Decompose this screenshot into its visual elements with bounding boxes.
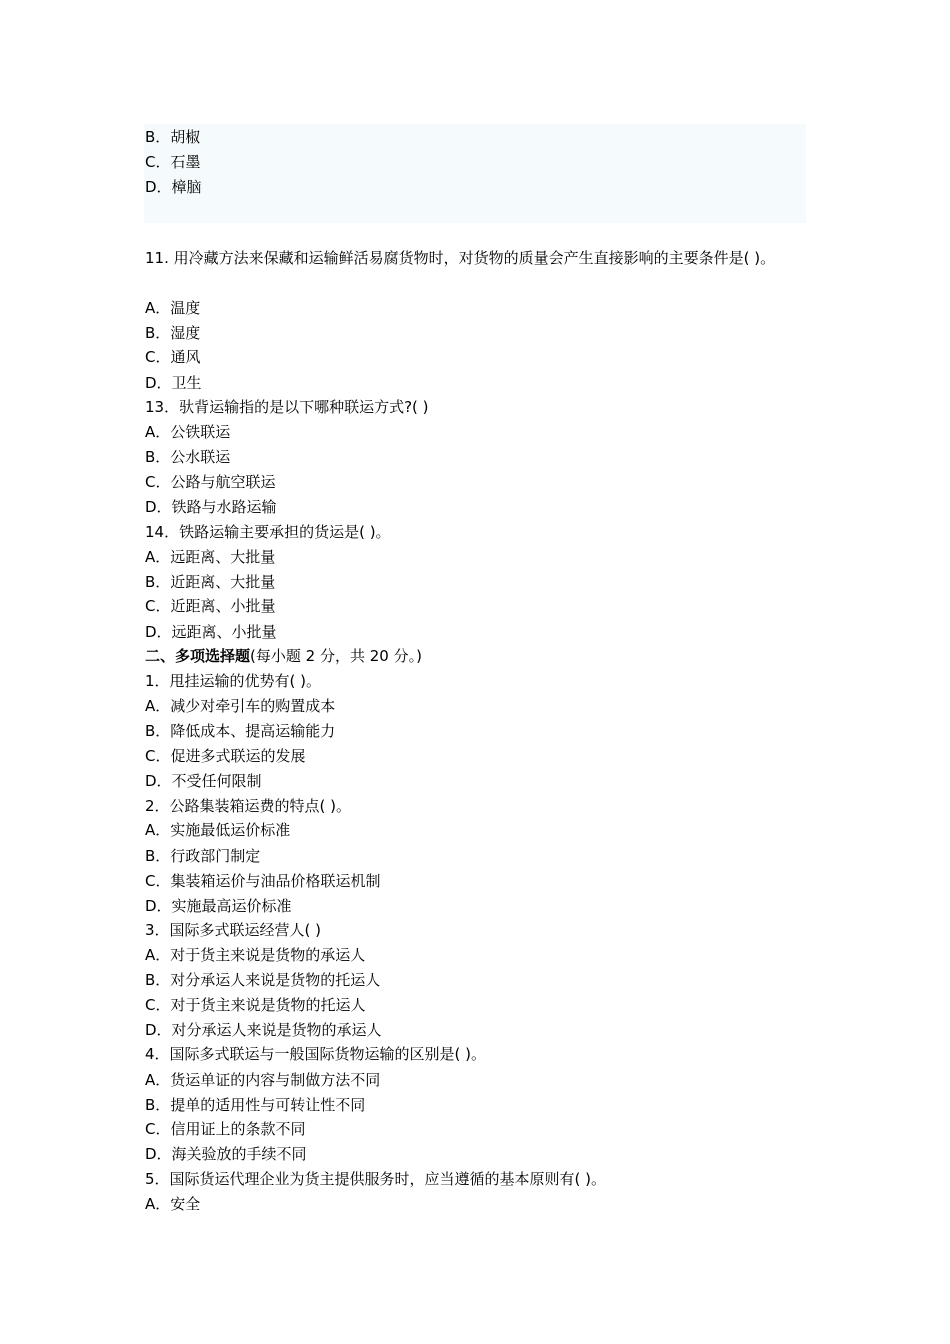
option-text: D．不受任何限制 [145, 772, 262, 790]
option-text: C．促进多式联运的发展 [145, 747, 306, 765]
question-stem: 11. 用冷藏方法来保藏和运输鲜活易腐货物时，对货物的质量会产生直接影响的主要条件是( )。 [145, 249, 776, 267]
option-text: A．货运单证的内容与制做方法不同 [145, 1071, 381, 1089]
shaded-block [144, 124, 806, 223]
option-text: D．海关验放的手续不同 [145, 1145, 307, 1163]
question-stem: 1．甩挂运输的优势有( )。 [145, 672, 322, 690]
option-text: B．对分承运人来说是货物的托运人 [145, 971, 381, 989]
question-stem: 3．国际多式联运经营人( ) [145, 921, 322, 939]
option-text: A．温度 [145, 299, 201, 317]
option-text: C．通风 [145, 348, 201, 366]
option-text: D．对分承运人来说是货物的承运人 [145, 1021, 382, 1039]
option-text: D．卫生 [145, 374, 202, 392]
option-text: C．信用证上的条款不同 [145, 1120, 306, 1138]
option-text: C．对于货主来说是货物的托运人 [145, 996, 366, 1014]
question-stem: 14．铁路运输主要承担的货运是( )。 [145, 523, 391, 541]
option-text: D．铁路与水路运输 [145, 498, 277, 516]
question-stem: 5．国际货运代理企业为货主提供服务时，应当遵循的基本原则有( )。 [145, 1170, 607, 1188]
option-text: C．集装箱运价与油品价格联运机制 [145, 872, 381, 890]
option-text: A．安全 [145, 1195, 201, 1213]
section-heading [145, 646, 422, 666]
option-text: B．公水联运 [145, 448, 231, 466]
option-text: C．石墨 [145, 153, 201, 171]
option-text: D．樟脑 [145, 178, 202, 196]
option-text: B．胡椒 [145, 128, 201, 146]
option-text: A．对于货主来说是货物的承运人 [145, 946, 366, 964]
option-text: D．实施最高运价标准 [145, 897, 292, 915]
option-text: B．近距离、大批量 [145, 573, 276, 591]
option-text: D．远距离、小批量 [145, 623, 277, 641]
question-stem: 13．驮背运输指的是以下哪种联运方式?( ) [145, 398, 429, 416]
option-text: B．行政部门制定 [145, 847, 261, 865]
option-text: A．减少对牵引车的购置成本 [145, 697, 336, 715]
option-text: C．公路与航空联运 [145, 473, 276, 491]
option-text: A．实施最低运价标准 [145, 821, 291, 839]
option-text: B．湿度 [145, 324, 201, 342]
section-note: (每小题 2 分，共 20 分。) [250, 647, 422, 665]
option-text: A．远距离、大批量 [145, 548, 276, 566]
option-text: C．近距离、小批量 [145, 597, 276, 615]
option-text: B．提单的适用性与可转让性不同 [145, 1096, 366, 1114]
question-stem: 4．国际多式联运与一般国际货物运输的区别是( )。 [145, 1045, 487, 1063]
question-stem: 2．公路集装箱运费的特点( )。 [145, 797, 352, 815]
option-text: A．公铁联运 [145, 423, 231, 441]
option-text: B．降低成本、提高运输能力 [145, 722, 336, 740]
section-title: 二、多项选择题 [145, 647, 251, 665]
